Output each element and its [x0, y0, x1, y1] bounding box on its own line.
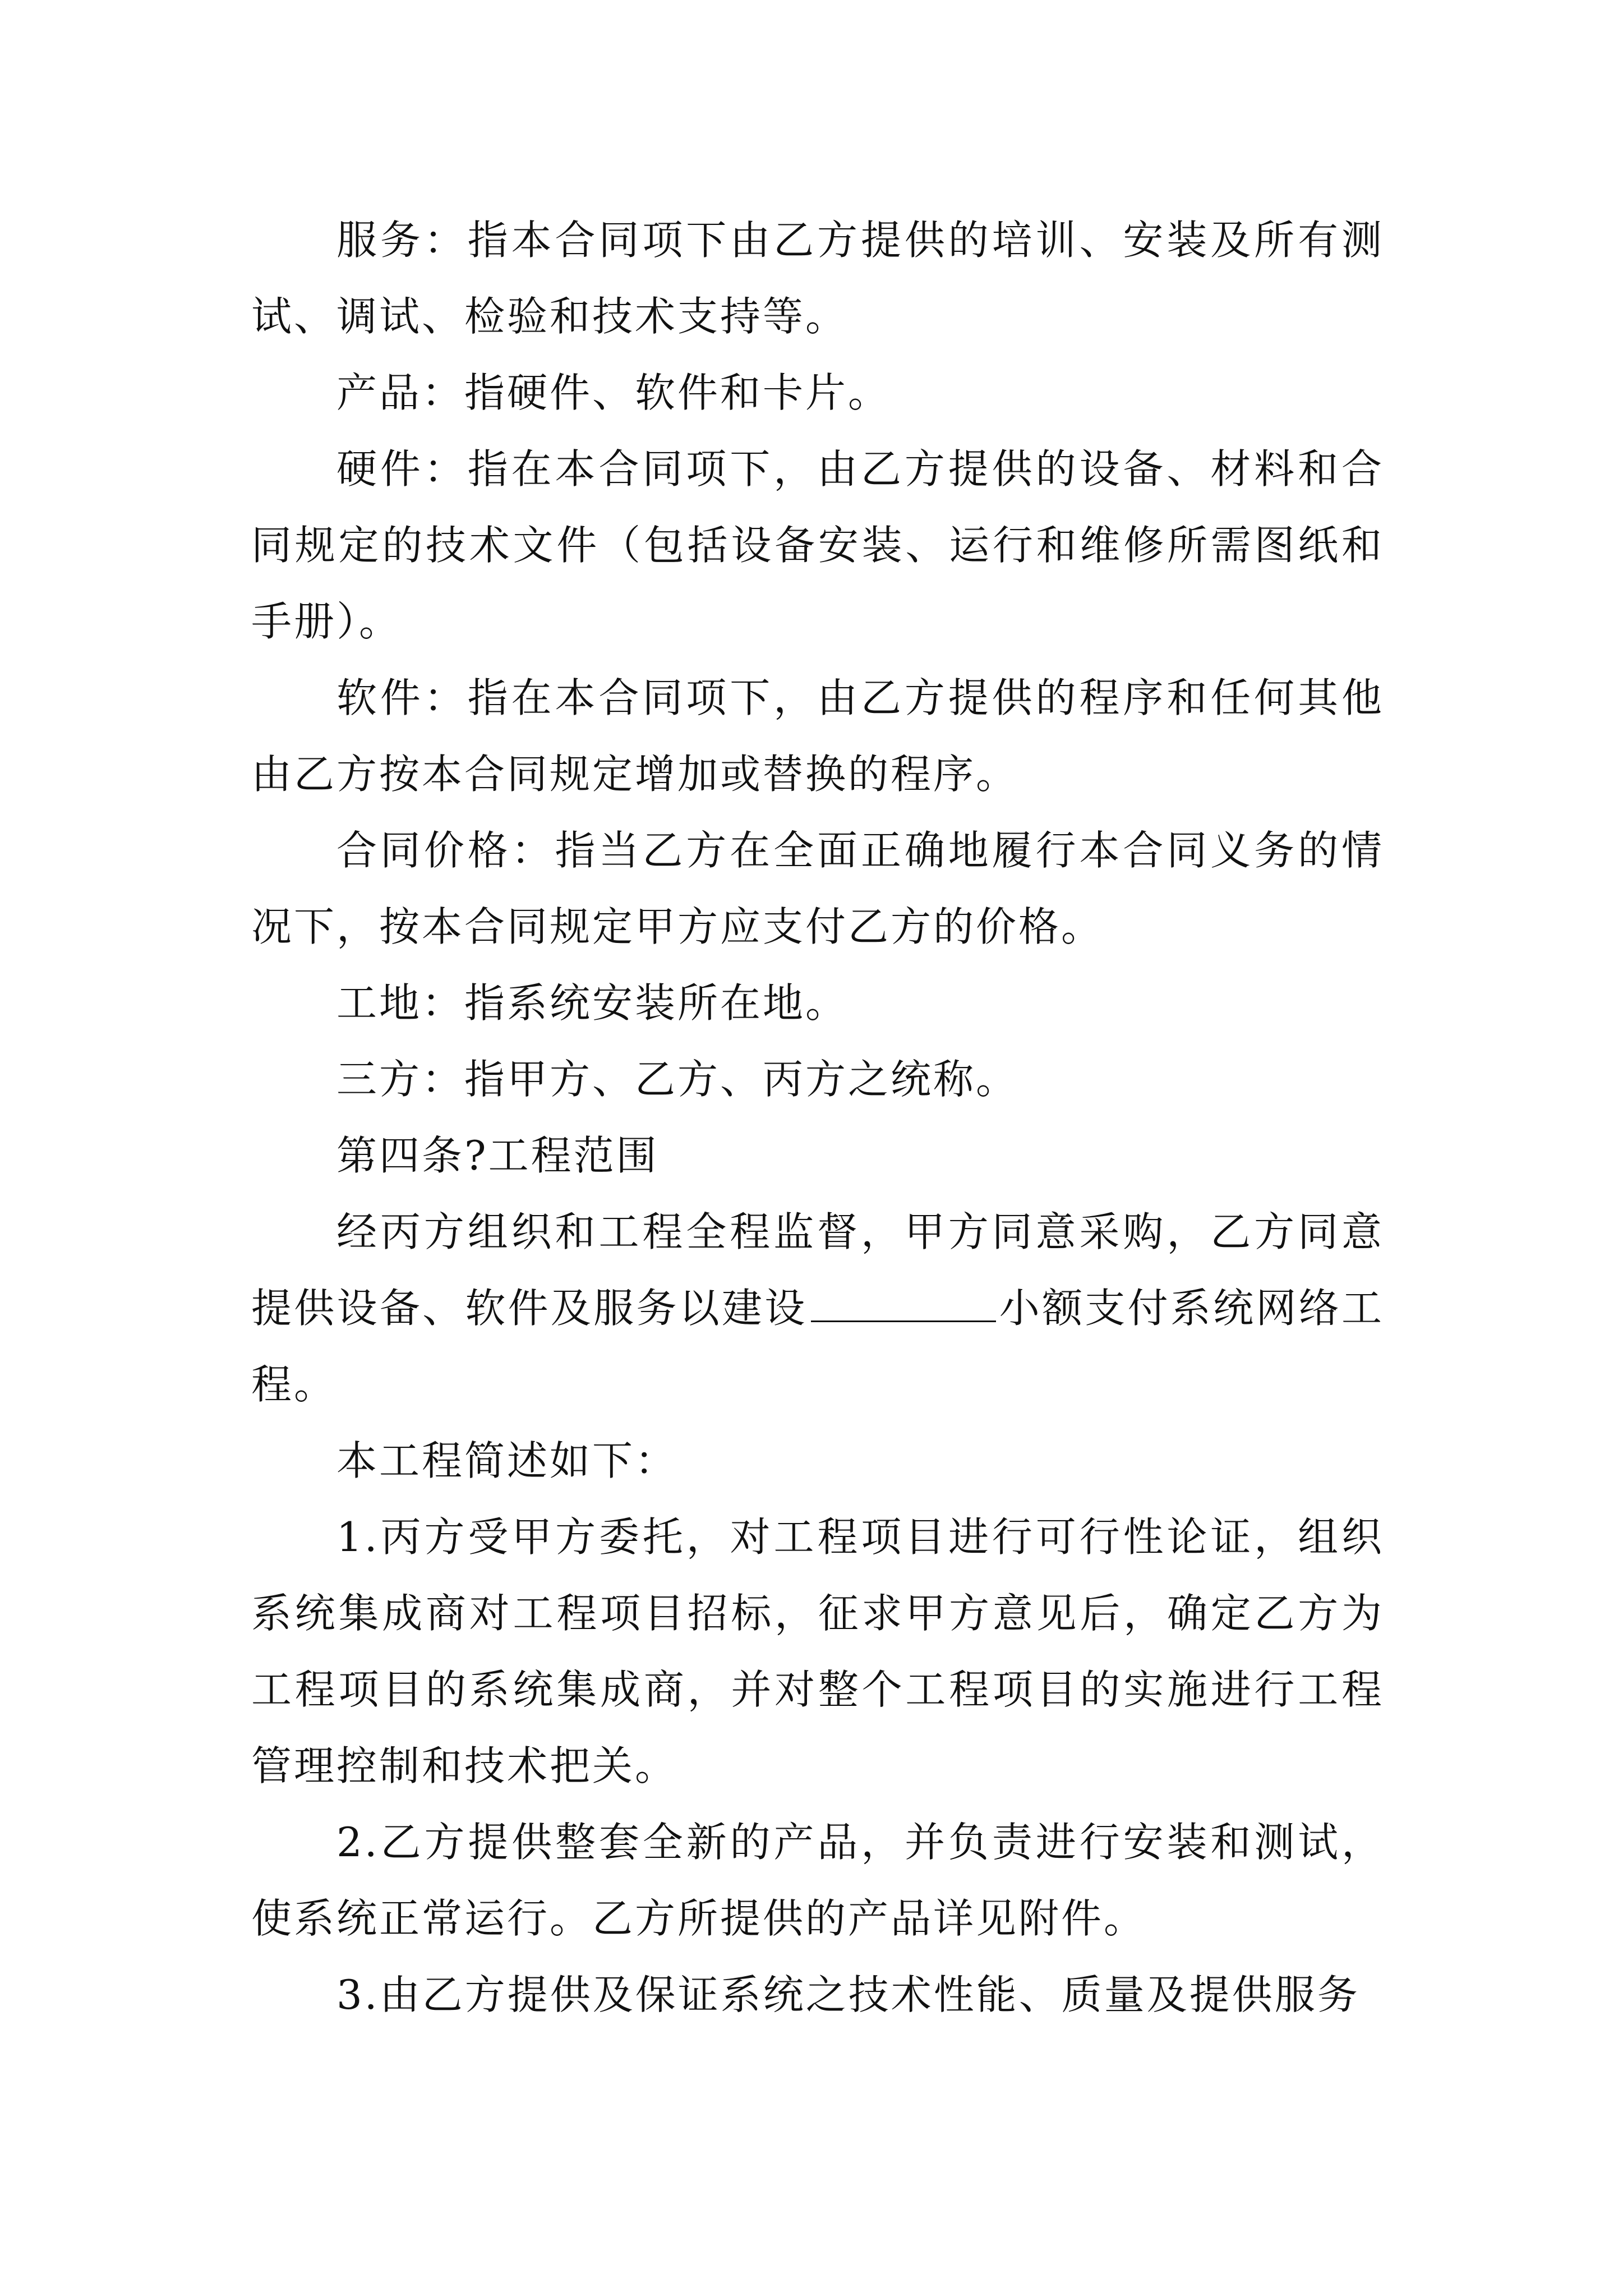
document-body: [251, 202, 1384, 2033]
paragraph-parties-definition: 三方：指甲方、乙方、丙方之统称。: [336, 1056, 1019, 1103]
paragraph-project-scope: [251, 1194, 1384, 1423]
list-item-1: 1.丙方受甲方委托，对工程项目进行可行性论证，组织系统集成商对工程项目招标，征求甲方意见后，确定乙方为工程项目的系统集成商，并对整个工程项目的实施进行工程管理控制和技术把关。: [251, 1513, 1384, 1789]
paragraph-service-definition: 服务：指本合同项下由乙方提供的培训、安装及所有测试、调试、检验和技术支持等。: [251, 217, 1384, 340]
paragraph-site-definition: 工地：指系统安装所在地。: [336, 979, 849, 1027]
paragraph-hardware-definition: 硬件：指在本合同项下，由乙方提供的设备、材料和合同规定的技术文件（包括设备安装、运行和维修所需图纸和手册）。: [251, 445, 1384, 645]
fill-in-blank: [811, 1287, 996, 1322]
list-item-2: 2.乙方提供整套全新的产品，并负责进行安装和测试，使系统正常运行。乙方所提供的产品详见附件。: [251, 1819, 1384, 1942]
article-4-heading: 第四条?工程范围: [336, 1132, 659, 1179]
paragraph-project-summary: 本工程简述如下：: [336, 1437, 678, 1484]
paragraph-product-definition: 产品：指硬件、软件和卡片。: [336, 369, 891, 416]
paragraph-software-definition: 软件：指在本合同项下，由乙方提供的程序和任何其他由乙方按本合同规定增加或替换的程序。: [251, 674, 1384, 798]
list-item-3: 3.由乙方提供及保证系统之技术性能、质量及提供服务: [336, 1971, 1360, 2018]
paragraph-contract-price-definition: 合同价格：指当乙方在全面正确地履行本合同义务的情况下，按本合同规定甲方应支付乙方的价格。: [251, 827, 1384, 950]
project-scope-text-start: 经丙方组织和工程全程监督，甲方同意采购，乙方同意提供设备、软件及服务以建设: [251, 1208, 1384, 1332]
project-scope-text-end: 小额支付系统网络工程。: [251, 1285, 1384, 1408]
